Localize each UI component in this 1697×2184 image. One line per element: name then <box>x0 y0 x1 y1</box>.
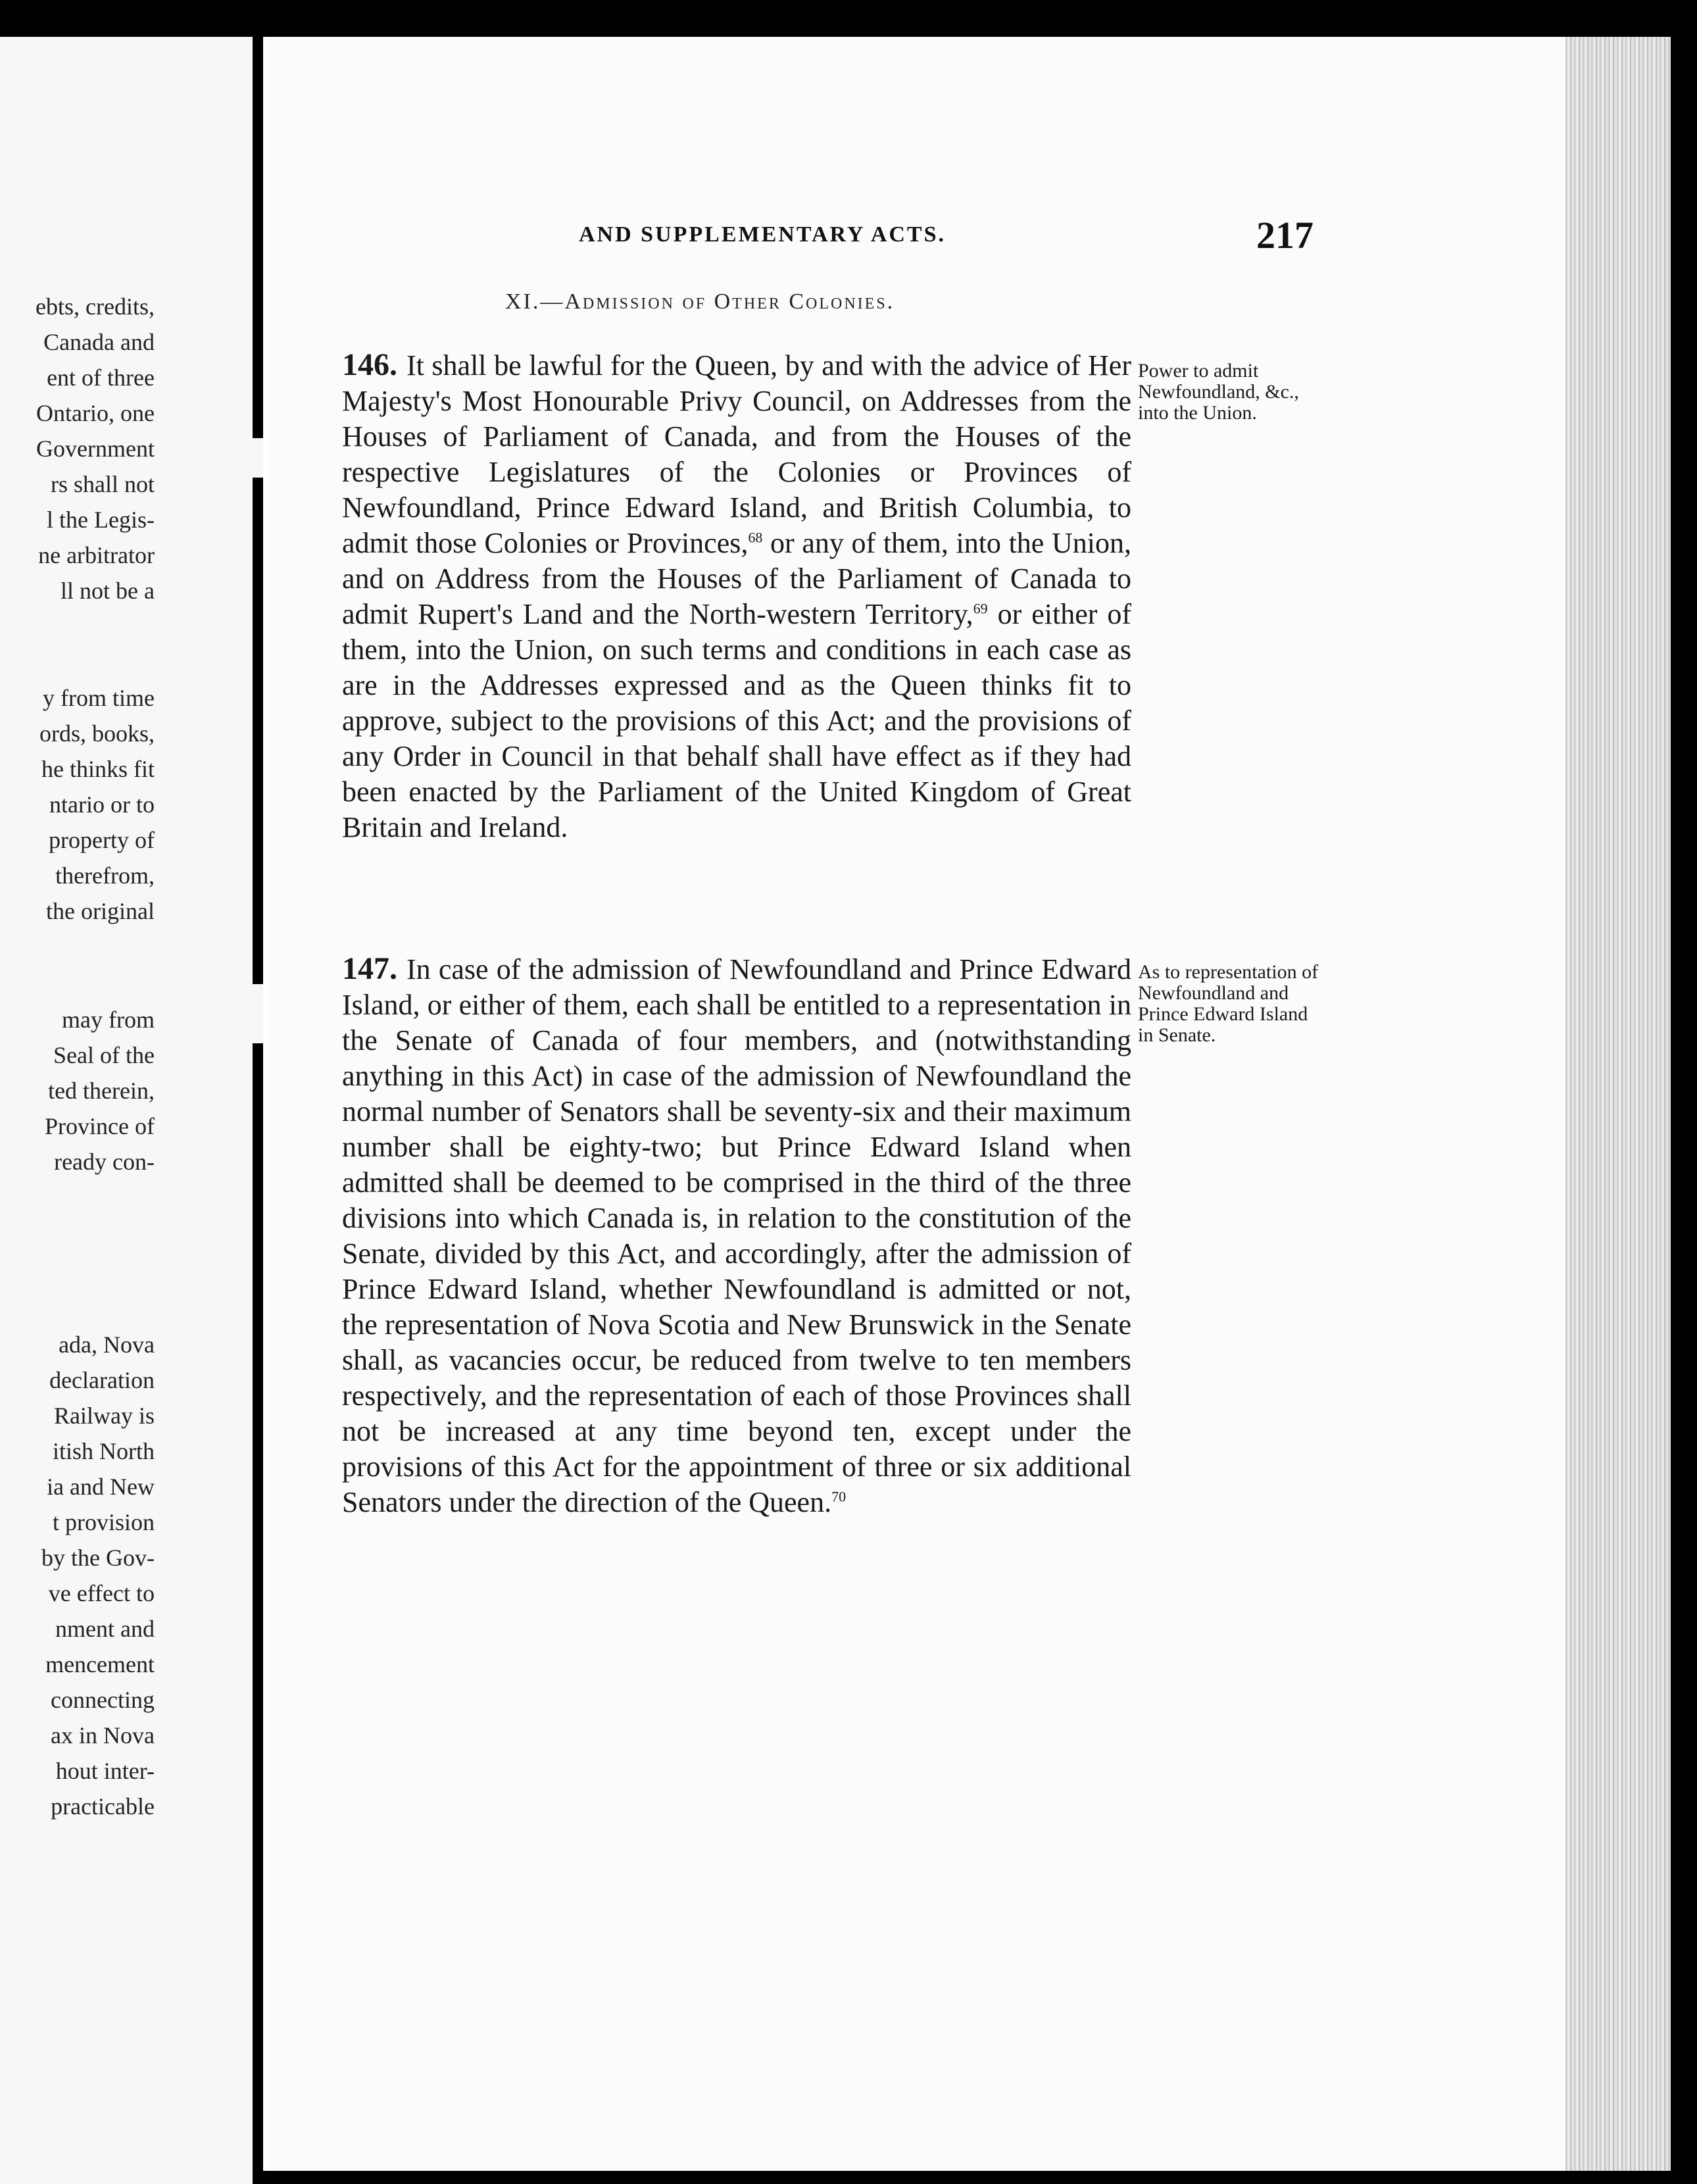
left-line: may from <box>62 1006 155 1033</box>
left-line: l the Legis- <box>47 507 155 533</box>
left-line: ne arbitrator <box>38 542 155 568</box>
footnote-ref: 70 <box>831 1488 847 1505</box>
gutter-shadow <box>253 37 263 438</box>
gutter-shadow <box>253 478 263 984</box>
previous-page-fragment <box>0 37 263 2184</box>
section-number: 147. <box>342 951 397 986</box>
left-line: the original <box>46 898 155 924</box>
left-line: itish North <box>52 1438 155 1464</box>
left-line: Government <box>36 435 155 462</box>
left-line: ready con- <box>54 1149 155 1175</box>
left-line: practicable <box>51 1793 155 1820</box>
left-line: connecting <box>51 1687 155 1713</box>
scan-top-border <box>0 0 1697 37</box>
section-text: or either of them, into the Union, on such terms and conditions in each case as are in the Addresses expressed and as the Queen thinks fit to approve, subject to the provisions of this Act; and the provisions of any Order in Council in that behalf shall have effect as if they had been enacted by the Parliament of the United Kingdom of Great Britain and Ireland. <box>342 598 1131 843</box>
left-line: Railway is <box>54 1402 155 1429</box>
section-147 <box>342 951 1131 1520</box>
margin-note: As to representation of Newfoundland and Prince Edward Island in Senate. <box>1138 961 1319 1046</box>
left-line: rs shall not <box>51 471 155 497</box>
left-line: ebts, credits, <box>36 293 155 320</box>
section-heading: XI.—Admission of Other Colonies. <box>505 289 895 314</box>
left-line: Province of <box>45 1113 155 1139</box>
left-line: ords, books, <box>39 720 155 747</box>
section-text: or any of them, into the Union, and on Address from the Houses of the Parliament of Canada to admit Rupert's Land and the North-western Territory, <box>342 527 1131 630</box>
footnote-ref: 68 <box>748 529 763 546</box>
page-number: 217 <box>1256 214 1314 257</box>
left-line: nment and <box>55 1616 155 1642</box>
gutter-shadow <box>253 1043 263 2184</box>
left-line: he thinks fit <box>41 756 155 782</box>
left-line: ntario or to <box>49 791 155 818</box>
left-line: Seal of the <box>53 1042 155 1068</box>
margin-note: Power to admit Newfoundland, &c., into the Union. <box>1138 360 1299 424</box>
left-line: Canada and <box>43 329 155 355</box>
left-line: therefrom, <box>55 862 155 889</box>
left-line: ted therein, <box>48 1078 155 1104</box>
section-number: 146. <box>342 347 397 382</box>
left-line: Ontario, one <box>36 400 155 426</box>
running-header: AND SUPPLEMENTARY ACTS. <box>579 222 947 247</box>
left-line: ia and New <box>47 1474 155 1500</box>
section-text: It shall be lawful for the Queen, by and with the advice of Her Majesty's Most Honourable Privy Council, on Addresses from the Houses of Parliament of Canada, and from the Houses of the respective Legislatures of the Colonies or Provinces of Newfoundland, Prince Edward Island, and British Columbia, to admit those Colonies or Provinces, <box>342 349 1131 559</box>
left-line: ve effect to <box>48 1580 155 1606</box>
left-line: property of <box>49 827 155 853</box>
left-line: ax in Nova <box>51 1722 155 1749</box>
left-line: y from time <box>43 685 155 711</box>
scan-right-border <box>1671 0 1697 2184</box>
left-line: mencement <box>45 1651 155 1677</box>
left-line: by the Gov- <box>41 1545 155 1571</box>
left-line: hout inter- <box>55 1758 155 1784</box>
left-line: declaration <box>49 1367 155 1393</box>
footnote-ref: 69 <box>973 600 988 617</box>
left-line: ada, Nova <box>59 1331 155 1358</box>
section-146 <box>342 347 1131 845</box>
page-edge-stack <box>1565 37 1671 2171</box>
section-text: In case of the admission of Newfoundland and Prince Edward Island, or either of them, each shall be entitled to a representation in the Senate of Canada of four members, and (notwithstanding anything in this Act) in case of the admission of Newfoundland the normal number of Senators shall be seventy-six and their maximum number shall be eighty-two; but Prince Edward Island when admitted shall be deemed to be comprised in the third of the three divisions into which Canada is, in relation to the constitution of the Senate, divided by this Act, and accordingly, after the admission of Prince Edward Island, whether Newfoundland is admitted or not, the representation of Nova Scotia and New Brunswick in the Senate shall, as vacancies occur, be reduced from twelve to ten members respectively, and the representation of each of those Provinces shall not be increased at any time beyond ten, except under the provisions of this Act for the appointment of three or six additional Senators under the direction of the Queen. <box>342 953 1131 1518</box>
left-line: ll not be a <box>61 578 155 604</box>
left-line: ent of three <box>47 364 155 391</box>
left-line: t provision <box>52 1509 155 1535</box>
